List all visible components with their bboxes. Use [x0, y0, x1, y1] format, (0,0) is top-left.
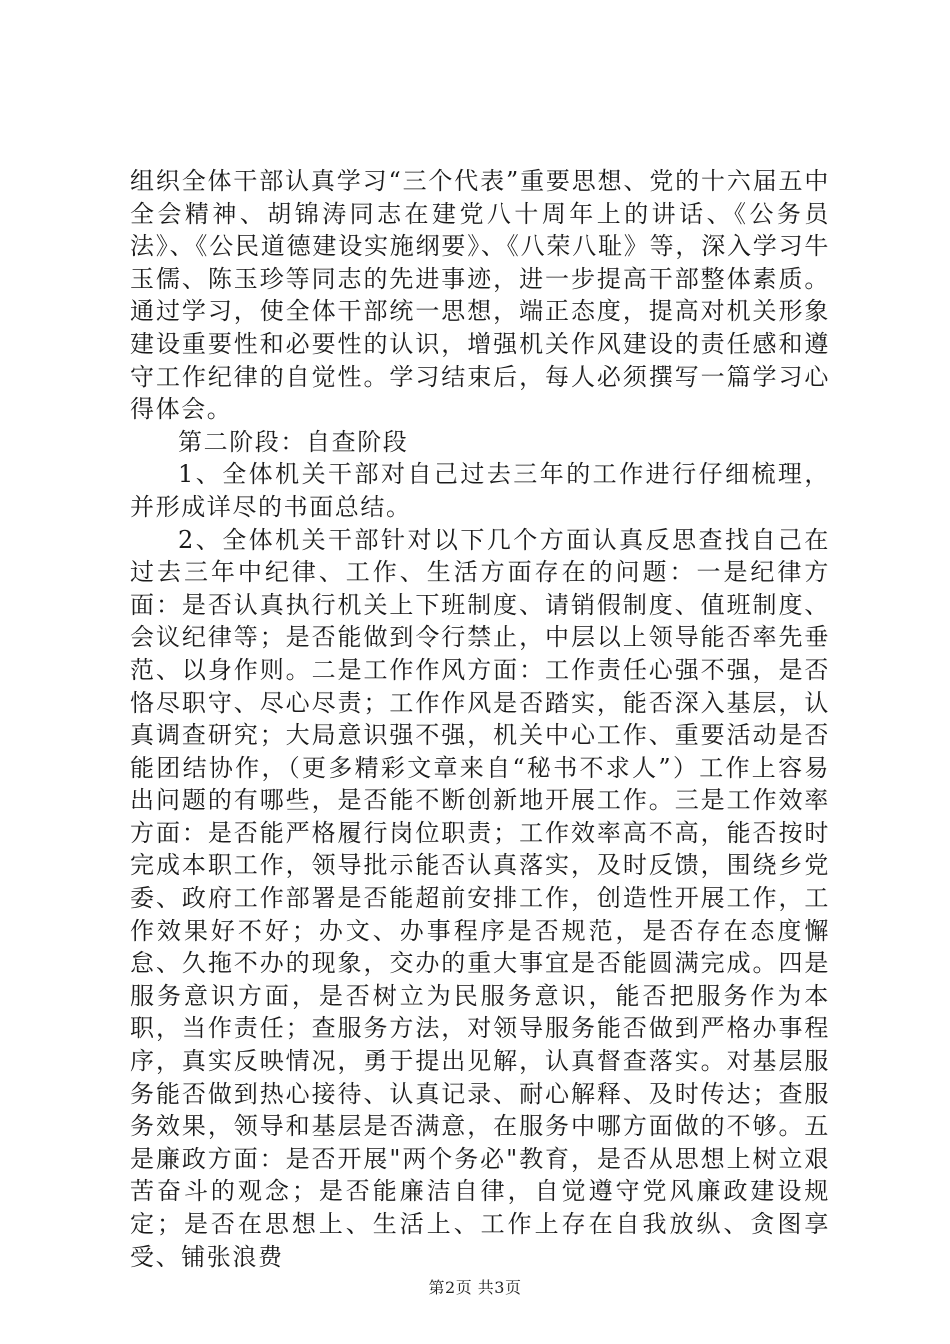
body-paragraph-continued: 组织全体干部认真学习“三个代表”重要思想、党的十六届五中全会精神、胡锦涛同志在建党八十周年上的讲话、《公务员法》、《公民道德建设实施纲要》、《八荣八耻》等，深入学习牛玉儒、陈玉珍等同志的先进事迹，进一步提高干部整体素质。通过学习，使全体干部统一思想，端正态度，提高对机关形象建设重要性和必要性的认识，增强机关作风建设的责任感和遵守工作纪律的自觉性。学习结束后，每人必须撰写一篇学习心得体会。 — [130, 167, 830, 424]
body-paragraph-item-1: 1、全体机关干部对自己过去三年的工作进行仔细梳理，并形成详尽的书面总结。 — [130, 460, 830, 521]
body-paragraph-item-2: 2、全体机关干部针对以下几个方面认真反思查找自己在过去三年中纪律、工作、生活方面存在的问题：一是纪律方面：是否认真执行机关上下班制度、请销假制度、值班制度、会议纪律等；是否能做到令行禁止，中层以上领导能否率先垂范、以身作则。二是工作作风方面：工作责任心强不强，是否恪尽职守、尽心尽责；工作作风是否踏实，能否深入基层，认真调查研究；大局意识强不强，机关中心工作、重要活动是否能团结协作，（更多精彩文章来自“秘书不求人”）工作上容易出问题的有哪些，是否能不断创新地开展工作。三是工作效率方面：是否能严格履行岗位职责；工作效率高不高，能否按时完成本职工作，领导批示能否认真落实，及时反馈，围绕乡党委、政府工作部署是否能超前安排工作，创造性开展工作，工作效果好不好；办文、办事程序是否规范，是否存在态度懈怠、久拖不办的现象，交办的重大事宜是否能圆满完成。四是服务意识方面，是否树立为民服务意识，能否把服务作为本职，当作责任；查服务方法，对领导服务能否做到严格办事程序，真实反映情况，勇于提出见解，认真督查落实。对基层服务能否做到热心接待、认真记录、耐心解释、及时传达；查服务效果，领导和基层是否满意，在服务中哪方面做的不够。五是廉政方面：是否开展"两个务必"教育，是否从思想上树立艰苦奋斗的观念；是否能廉洁自律，自觉遵守党风廉政建设规定；是否在思想上、生活上、工作上存在自我放纵、贪图享受、铺张浪费 — [130, 525, 830, 1271]
section-heading-self-check: 第二阶段：自查阶段 — [178, 427, 409, 456]
document-body — [130, 165, 830, 1273]
page-footer: 第2页 共3页 — [428, 1278, 522, 1297]
